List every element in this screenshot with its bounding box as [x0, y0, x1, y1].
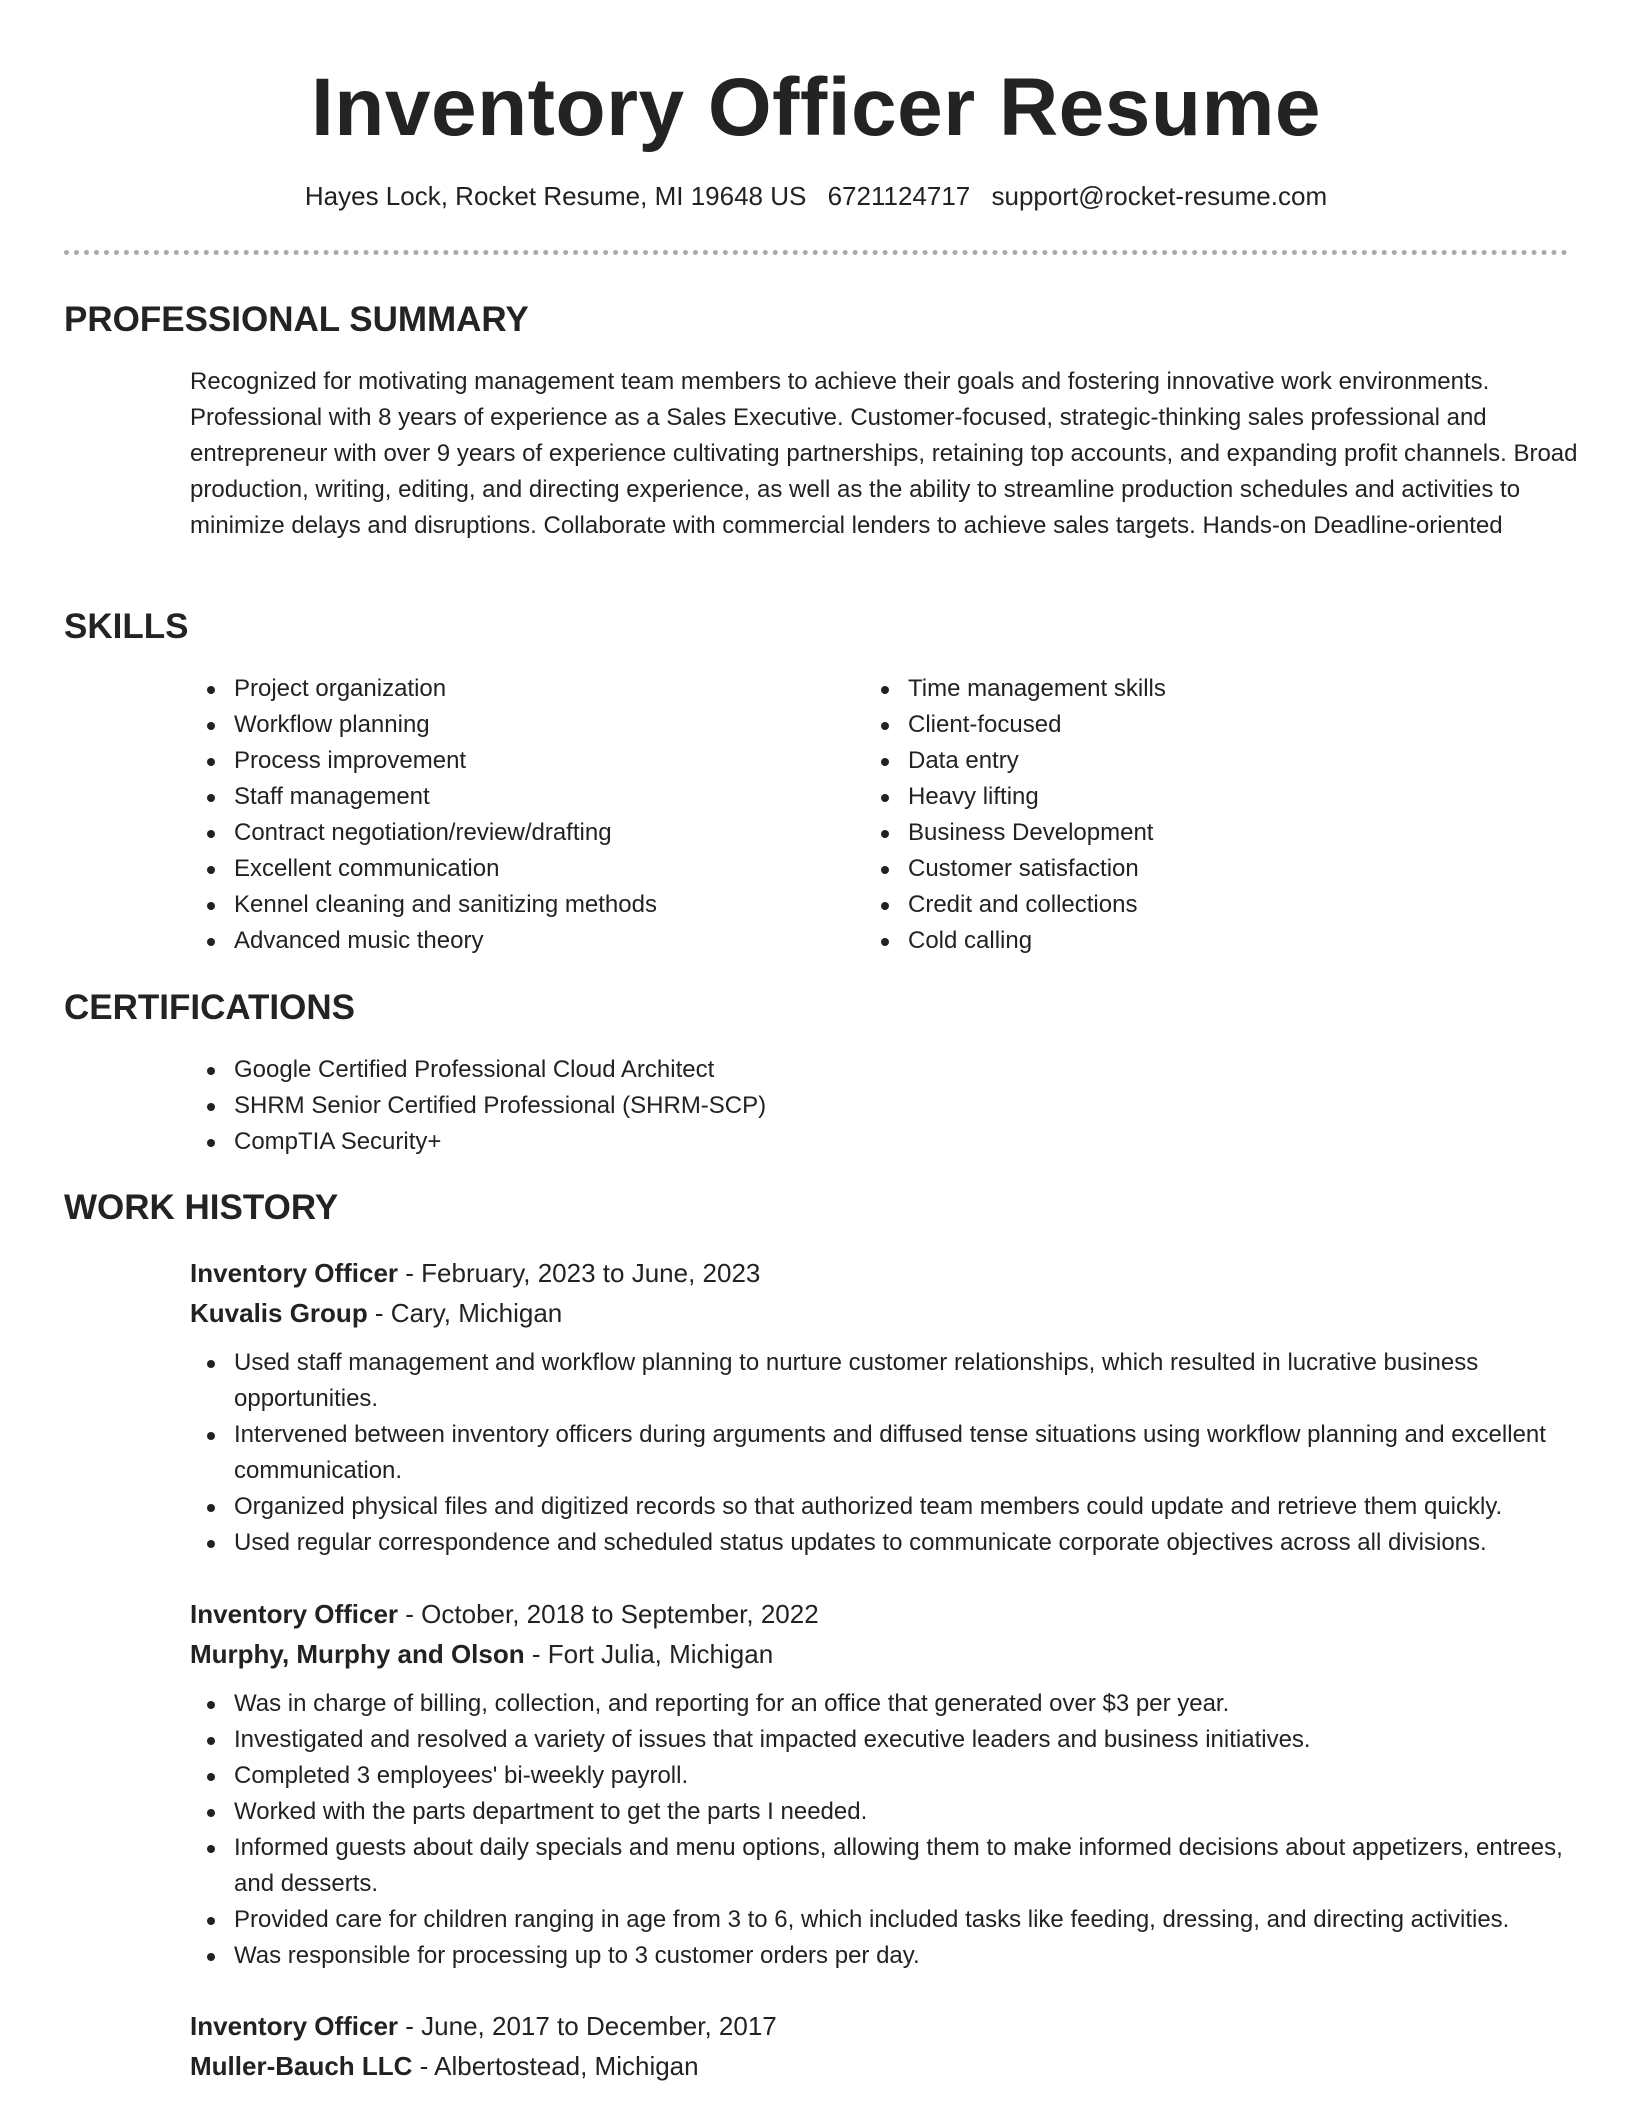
list-item: Kennel cleaning and sanitizing methods: [190, 887, 830, 923]
list-item: CompTIA Security+: [190, 1124, 1090, 1160]
job-entry-3: [190, 2006, 1580, 2086]
list-item: Investigated and resolved a variety of issues that impacted executive leaders and business initiatives.: [190, 1722, 1580, 1758]
list-item: Advanced music theory: [190, 923, 830, 959]
job-location: - Cary, Michigan: [367, 1298, 563, 1328]
list-item: Workflow planning: [190, 707, 830, 743]
list-item: Provided care for children ranging in age from 3 to 6, which included tasks like feeding, dressing, and directing activities.: [190, 1902, 1580, 1938]
work-history-heading: WORK HISTORY: [64, 1188, 339, 1227]
job-title-line: [190, 2006, 1580, 2046]
list-item: Data entry: [864, 743, 1504, 779]
list-item: Time management skills: [864, 671, 1504, 707]
job-entry-1: [190, 1253, 1580, 1561]
job-dates: - June, 2017 to December, 2017: [398, 2011, 777, 2041]
resume-page: [64, 0, 1578, 2081]
list-item: Worked with the parts department to get the parts I needed.: [190, 1794, 1580, 1830]
job-entry-2: [190, 1594, 1580, 1974]
job-title-line: [190, 1253, 1580, 1293]
job-location: - Albertostead, Michigan: [412, 2051, 699, 2081]
list-item: Was in charge of billing, collection, and reporting for an office that generated over $3 per year.: [190, 1686, 1580, 1722]
list-item: Heavy lifting: [864, 779, 1504, 815]
skills-column-left: [190, 671, 830, 959]
list-item: Completed 3 employees' bi-weekly payroll.: [190, 1758, 1580, 1794]
list-item: Project organization: [190, 671, 830, 707]
summary-heading: PROFESSIONAL SUMMARY: [64, 300, 529, 339]
list-item: Credit and collections: [864, 887, 1504, 923]
list-item: SHRM Senior Certified Professional (SHRM-SCP): [190, 1088, 1090, 1124]
job-title: Inventory Officer: [190, 1258, 399, 1288]
list-item: Intervened between inventory officers during arguments and diffused tense situations using workflow planning and excellent communication.: [190, 1417, 1580, 1489]
header-divider: [64, 250, 1568, 255]
list-item: Used staff management and workflow planning to nurture customer relationships, which resulted in lucrative business opportunities.: [190, 1345, 1580, 1417]
page-title: Inventory Officer Resume: [311, 62, 1321, 153]
contact-line: [64, 178, 1568, 214]
job-dates: - October, 2018 to September, 2022: [398, 1599, 819, 1629]
job-title-line: [190, 1594, 1580, 1634]
list-item: Client-focused: [864, 707, 1504, 743]
job-company: Murphy, Murphy and Olson: [190, 1639, 525, 1669]
contact-address: Hayes Lock, Rocket Resume, MI 19648 US: [304, 181, 807, 211]
list-item: Organized physical files and digitized records so that authorized team members could update and retrieve them quickly.: [190, 1489, 1580, 1525]
list-item: Was responsible for processing up to 3 customer orders per day.: [190, 1938, 1580, 1974]
list-item: Informed guests about daily specials and menu options, allowing them to make informed decisions about appetizers, entrees, and desserts.: [190, 1830, 1580, 1902]
job-company-line: [190, 2046, 1580, 2086]
job-company-line: [190, 1293, 1580, 1333]
job-dates: - February, 2023 to June, 2023: [398, 1258, 761, 1288]
job-bullets: [190, 1345, 1580, 1561]
job-bullets: [190, 1686, 1580, 1974]
job-company: Kuvalis Group: [190, 1298, 368, 1328]
list-item: Customer satisfaction: [864, 851, 1504, 887]
skills-heading: SKILLS: [64, 607, 189, 646]
contact-email: support@rocket-resume.com: [991, 181, 1328, 211]
certifications-list: [190, 1052, 1090, 1160]
contact-phone: 6721124717: [827, 181, 971, 211]
skills-list-left: [190, 671, 830, 959]
skills-column-right: [864, 671, 1504, 959]
job-company-line: [190, 1634, 1580, 1674]
list-item: Contract negotiation/review/drafting: [190, 815, 830, 851]
certifications-column: [190, 1052, 1090, 1160]
skills-list-right: [864, 671, 1504, 959]
list-item: Cold calling: [864, 923, 1504, 959]
list-item: Staff management: [190, 779, 830, 815]
list-item: Business Development: [864, 815, 1504, 851]
job-location: - Fort Julia, Michigan: [524, 1639, 774, 1669]
list-item: Used regular correspondence and scheduled status updates to communicate corporate objectives across all divisions.: [190, 1525, 1580, 1561]
job-title: Inventory Officer: [190, 1599, 399, 1629]
list-item: Process improvement: [190, 743, 830, 779]
job-company: Muller-Bauch LLC: [190, 2051, 413, 2081]
job-title: Inventory Officer: [190, 2011, 399, 2041]
certifications-heading: CERTIFICATIONS: [64, 988, 356, 1027]
list-item: Google Certified Professional Cloud Architect: [190, 1052, 1090, 1088]
list-item: Excellent communication: [190, 851, 830, 887]
summary-text: Recognized for motivating management team members to achieve their goals and fostering innovative work environments. Professional with 8 years of experience as a Sales Executive. Customer-focused, strategic-thinking sales professional and entrepreneur with over 9 years of experience cultivating partnerships, retaining top accounts, and expanding profit channels. Broad production, writing, editing, and directing experience, as well as the ability to streamline production schedules and activities to minimize delays and disruptions. Collaborate with commercial lenders to achieve sales targets. Hands-on Deadline-oriented: [190, 368, 1578, 539]
